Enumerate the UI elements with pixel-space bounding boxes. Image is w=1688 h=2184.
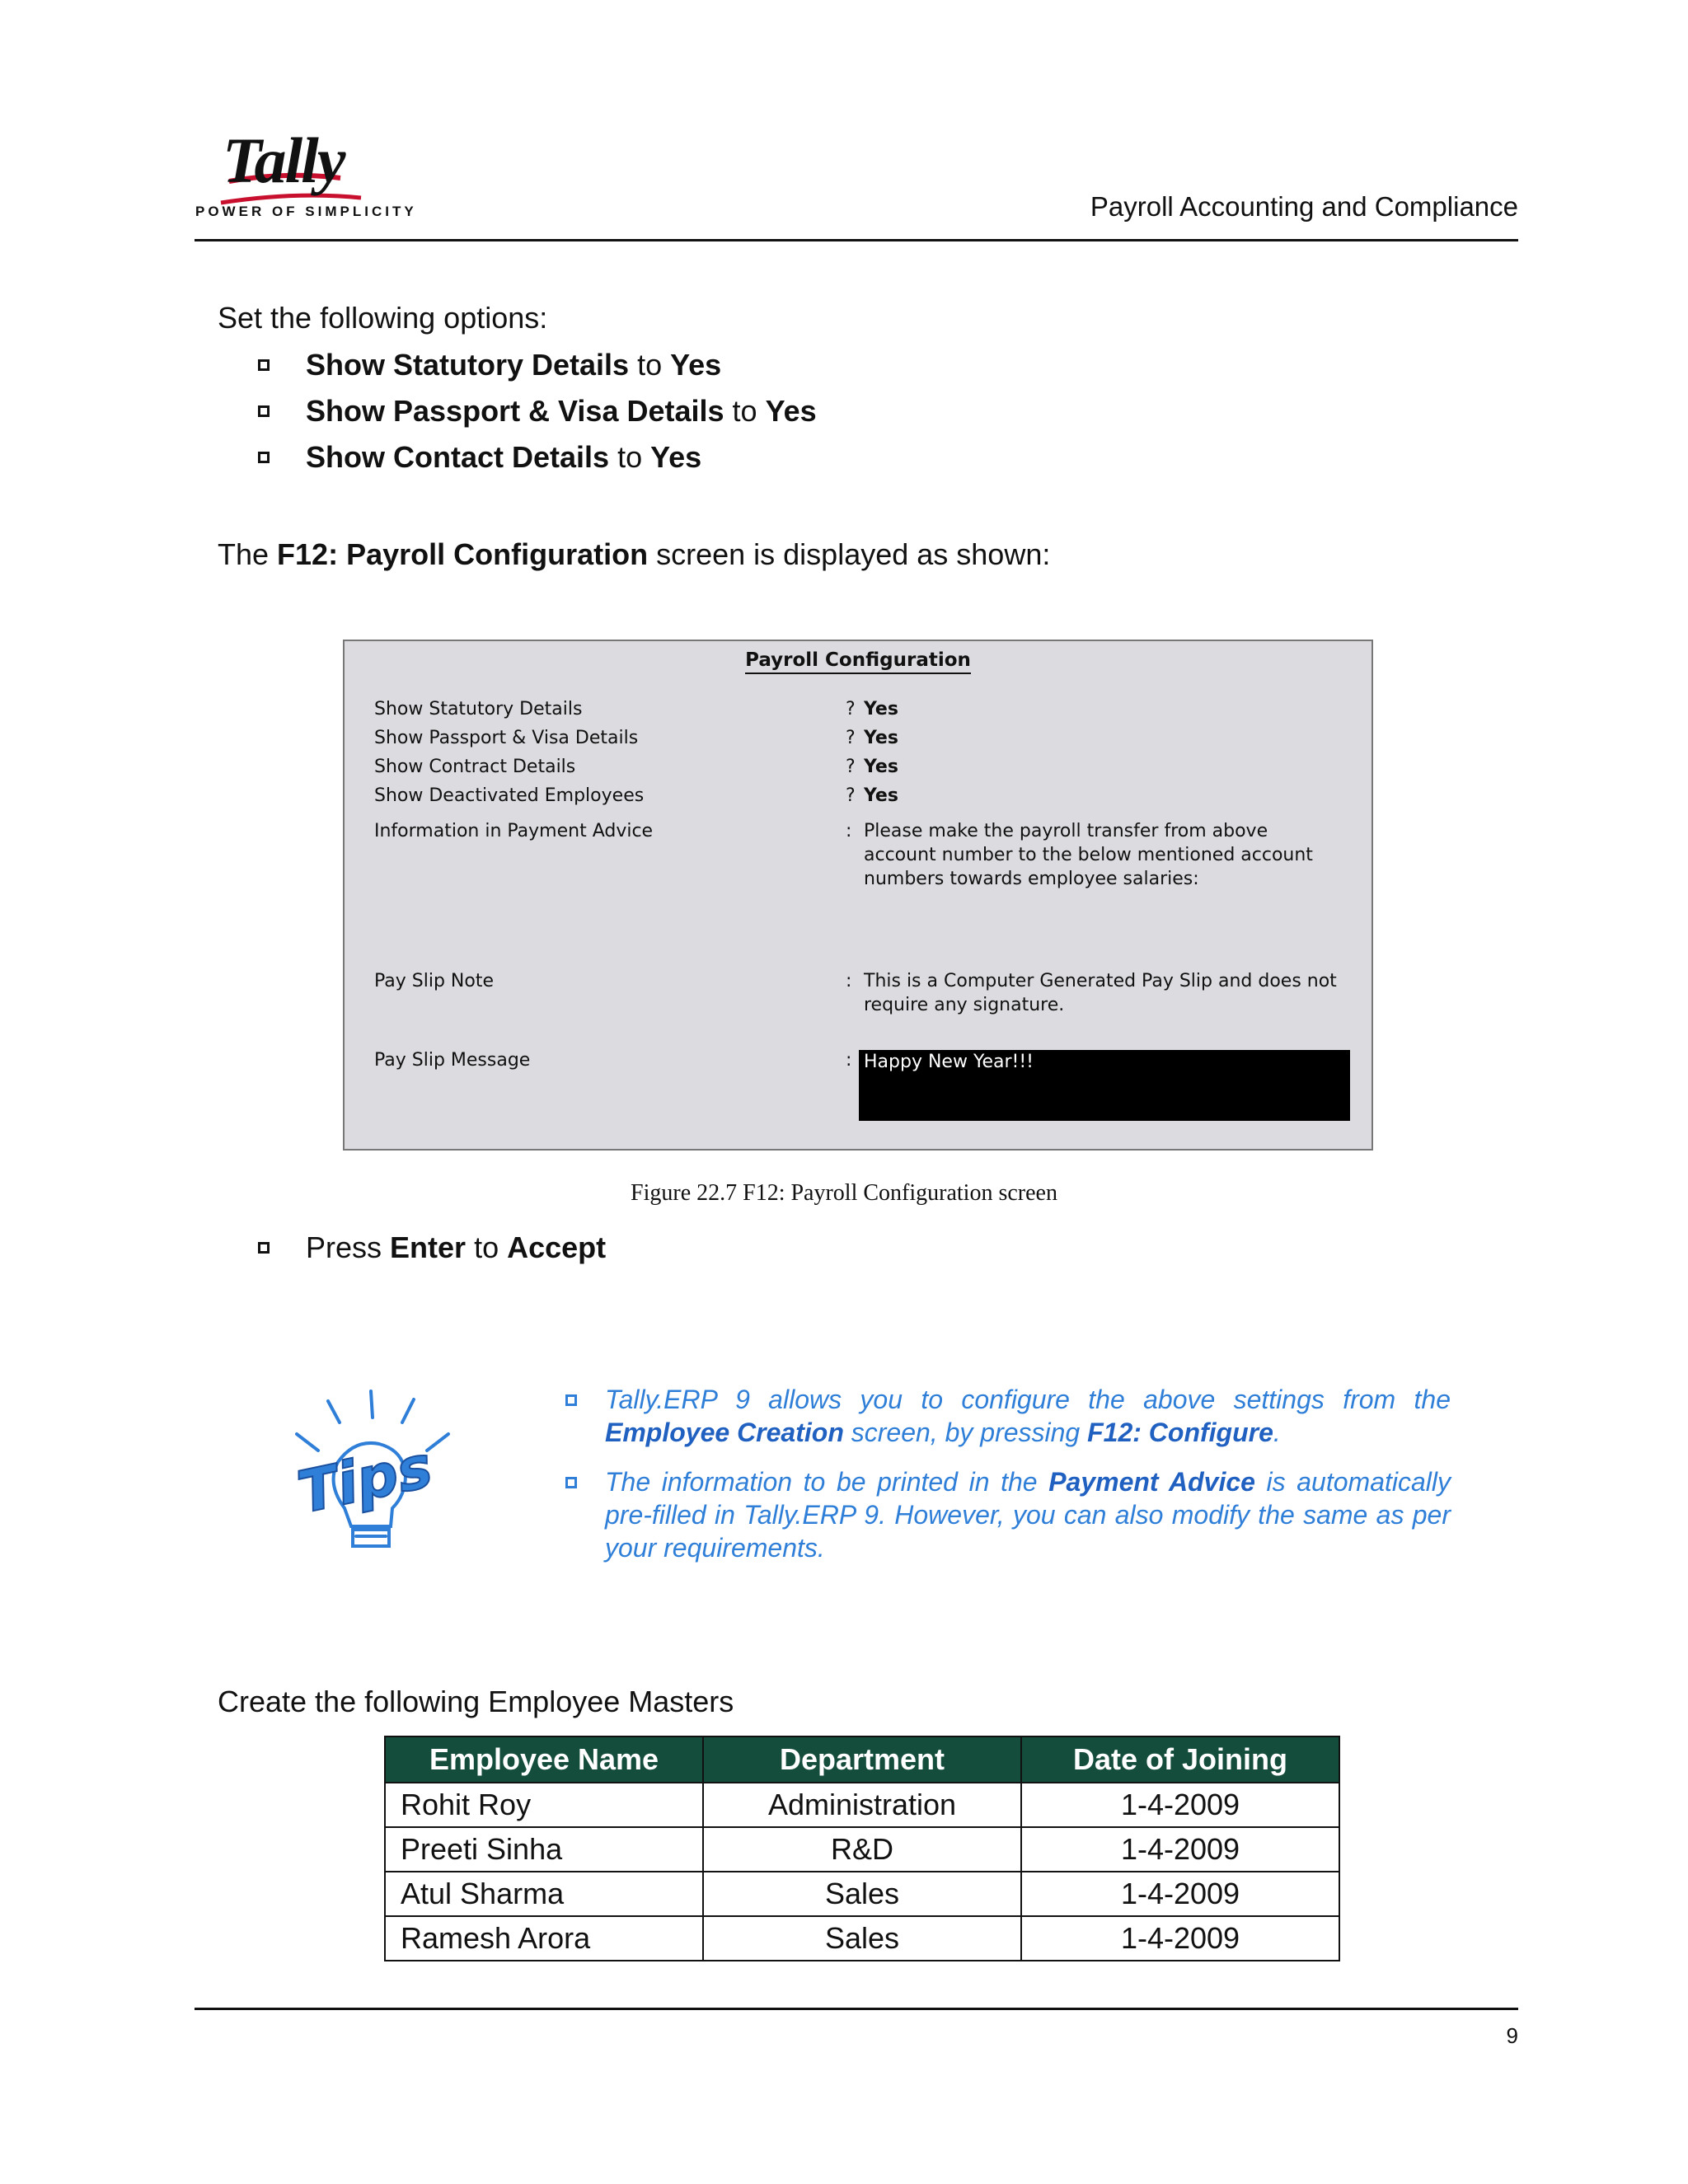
config-label: Show Contract Details <box>374 757 576 777</box>
column-header: Date of Joining <box>1021 1736 1339 1783</box>
employee-masters-table <box>384 1736 1340 1961</box>
config-value[interactable]: Yes <box>864 728 898 748</box>
screen-description: The F12: Payroll Configuration screen is displayed as shown: <box>218 537 1051 571</box>
date-of-joining-cell: 1-4-2009 <box>1021 1916 1339 1961</box>
payment-advice-label: Information in Payment Advice <box>374 821 654 841</box>
config-sep: ? <box>846 728 856 748</box>
bullet-icon <box>258 452 270 463</box>
employee-name-cell: Preeti Sinha <box>385 1827 703 1872</box>
date-of-joining-cell: 1-4-2009 <box>1021 1827 1339 1872</box>
bullet-icon <box>258 359 270 371</box>
config-value[interactable]: Yes <box>864 757 898 777</box>
column-header: Employee Name <box>385 1736 703 1783</box>
department-cell: R&D <box>703 1827 1021 1872</box>
press-enter-item: Press Enter to Accept <box>258 1230 606 1265</box>
tip-bullet-icon <box>565 1394 577 1406</box>
bullet-icon <box>258 1242 270 1254</box>
config-value[interactable]: Yes <box>864 785 898 806</box>
employee-name-cell: Rohit Roy <box>385 1783 703 1827</box>
config-sep: ? <box>846 757 856 777</box>
tip-bullet-icon <box>565 1477 577 1488</box>
page-number: 9 <box>1506 2023 1518 2048</box>
pay-slip-note-label: Pay Slip Note <box>374 971 494 991</box>
date-of-joining-cell: 1-4-2009 <box>1021 1783 1339 1827</box>
header-divider <box>195 239 1518 241</box>
table-row <box>385 1872 1339 1916</box>
footer-divider <box>195 2008 1518 2010</box>
employee-name-cell: Ramesh Arora <box>385 1916 703 1961</box>
tips-lightbulb-icon <box>280 1385 462 1574</box>
bullet-icon <box>258 405 270 417</box>
department-cell: Sales <box>703 1916 1021 1961</box>
figure-caption: Figure 22.7 F12: Payroll Configuration screen <box>631 1180 1057 1206</box>
config-sep: : <box>846 1050 852 1071</box>
header-title: Payroll Accounting and Compliance <box>1090 191 1518 222</box>
option-item: Show Statutory Details to Yes <box>258 348 721 382</box>
date-of-joining-cell: 1-4-2009 <box>1021 1872 1339 1916</box>
option-item: Show Passport & Visa Details to Yes <box>258 394 817 429</box>
employee-name-cell: Atul Sharma <box>385 1872 703 1916</box>
config-label: Show Passport & Visa Details <box>374 728 639 748</box>
option-item: Show Contact Details to Yes <box>258 440 701 475</box>
logo-tagline: POWER OF SIMPLICITY <box>195 204 417 219</box>
config-label: Show Statutory Details <box>374 699 583 719</box>
tip-item: Tally.ERP 9 allows you to configure the above settings from the Employee Creation screen, by pressing F12: Configure. <box>565 1383 1451 1449</box>
config-sep: ? <box>846 785 856 806</box>
logo-wordmark: Tally <box>223 124 345 196</box>
config-sep: ? <box>846 699 856 719</box>
pay-slip-message-value: Happy New Year!!! <box>864 1052 1034 1072</box>
pay-slip-message-label: Pay Slip Message <box>374 1050 531 1071</box>
table-row <box>385 1783 1339 1827</box>
figure-title: Payroll Configuration <box>345 649 1372 671</box>
config-sep: : <box>846 821 852 841</box>
svg-text:Tips: Tips <box>292 1432 438 1527</box>
department-cell: Sales <box>703 1872 1021 1916</box>
department-cell: Administration <box>703 1783 1021 1827</box>
table-row <box>385 1916 1339 1961</box>
config-label: Show Deactivated Employees <box>374 785 645 806</box>
table-header-row <box>385 1736 1339 1783</box>
column-header: Department <box>703 1736 1021 1783</box>
create-masters-text: Create the following Employee Masters <box>218 1685 734 1718</box>
payroll-configuration-screenshot <box>343 640 1373 1151</box>
table-row <box>385 1827 1339 1872</box>
pay-slip-note-field[interactable]: This is a Computer Generated Pay Slip and does not require any signature. <box>864 971 1337 1015</box>
intro-text: Set the following options: <box>218 301 548 335</box>
tip-item: The information to be printed in the Payment Advice is automatically pre-filled in Tally.ERP 9. However, you can also modify the same as per your requirements. <box>565 1465 1451 1564</box>
config-value[interactable]: Yes <box>864 699 898 719</box>
config-sep: : <box>846 971 852 991</box>
payment-advice-field[interactable]: Please make the payroll transfer from above account number to the below mentioned account numbers towards employee salaries: <box>864 821 1313 889</box>
